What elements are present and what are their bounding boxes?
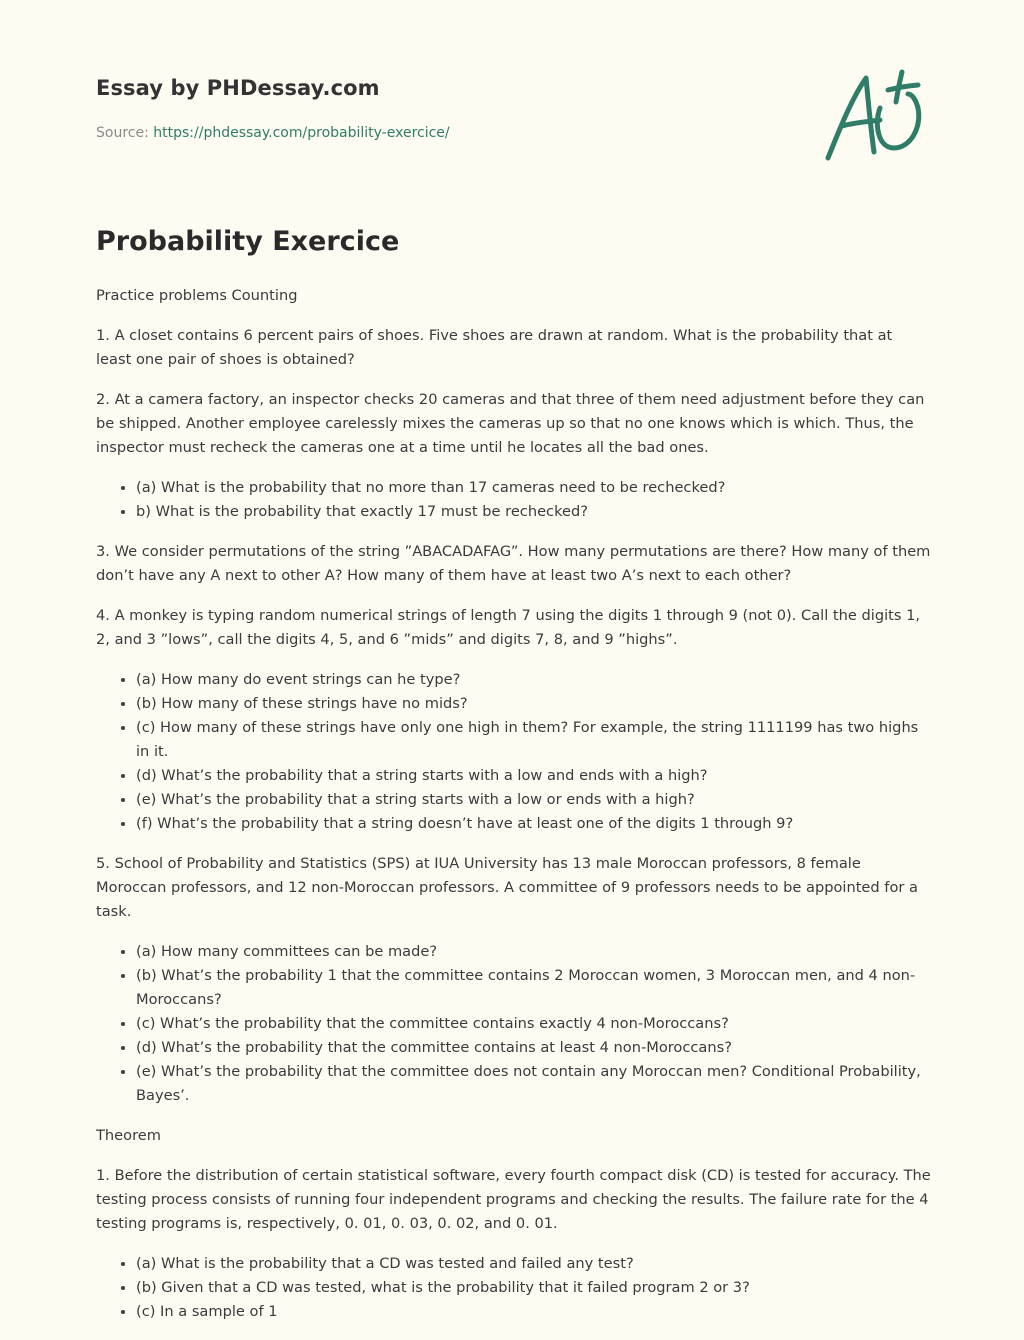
source-line (96, 125, 450, 141)
theorem-question-1: 1. Before the distribution of certain statistical software, every fourth compact disk (CD) is tested for accuracy. The testing process consists of running four independent programs and checking the results. The failure rate for the 4 testing programs is, respectively, 0. 01, 0. 03, 0. 02, and 0. 01. (96, 1167, 931, 1232)
source-link[interactable]: https://phdessay.com/probability-exercice/ (153, 125, 450, 141)
theorem-heading: Theorem (96, 1127, 161, 1144)
list-item: • (e) What’s the probability that the committee does not contain any Moroccan men? Conditional Probability, Bayes’. (136, 1060, 932, 1108)
question-5-list (96, 940, 932, 1108)
list-item: • (c) How many of these strings have only one high in them? For example, the string 1111199 has two highs in it. (136, 716, 932, 764)
list-item: • b) What is the probability that exactly 17 must be rechecked? (136, 500, 932, 524)
essay-intro: Practice problems Counting (96, 287, 298, 304)
list-item: • (b) What’s the probability 1 that the committee contains 2 Moroccan women, 3 Moroccan men, and 4 non-Moroccans? (136, 964, 932, 1012)
essay-title: Probability Exercice (96, 226, 400, 257)
question-1: 1. A closet contains 6 percent pairs of shoes. Five shoes are drawn at random. What is the probability that at least one pair of shoes is obtained? (96, 327, 893, 368)
list-item: • (a) How many do event strings can he type? (136, 668, 932, 692)
list-item: • (f) What’s the probability that a string doesn’t have at least one of the digits 1 through 9? (136, 812, 932, 836)
list-item: • (a) How many committees can be made? (136, 940, 932, 964)
a-plus-logo-icon (822, 68, 928, 164)
essay-body (96, 284, 932, 1340)
source-label: Source: (96, 125, 154, 141)
question-5: 5. School of Probability and Statistics (SPS) at IUA University has 13 male Moroccan professors, 8 female Moroccan professors, and 12 non-Moroccan professors. A committee of 9 professors needs to be appointed for a task. (96, 855, 918, 920)
list-item: • (a) What is the probability that no more than 17 cameras need to be rechecked? (136, 476, 932, 500)
question-4-list (96, 668, 932, 836)
list-item: • (c) In a sample of 1 (136, 1300, 932, 1324)
question-2: 2. At a camera factory, an inspector checks 20 cameras and that three of them need adjustment before they can be shipped. Another employee carelessly mixes the cameras up so that no one knows which is which. Thus, the inspector must recheck the cameras one at a time until he locates all the bad ones. (96, 391, 925, 456)
list-item: • (b) Given that a CD was tested, what is the probability that it failed program 2 or 3? (136, 1276, 932, 1300)
list-item: • (d) What’s the probability that a string starts with a low and ends with a high? (136, 764, 932, 788)
list-item: • (a) What is the probability that a CD was tested and failed any test? (136, 1252, 932, 1276)
question-4: 4. A monkey is typing random numerical strings of length 7 using the digits 1 through 9 (not 0). Call the digits 1, 2, and 3 ”lows”, call the digits 4, 5, and 6 ”mids” and digits 7, 8, and 9 ”highs”. (96, 607, 921, 648)
question-3: 3. We consider permutations of the string ”ABACADAFAG”. How many permutations are there? How many of them don’t have any A next to other A? How many of them have at least two A’s next to each other? (96, 543, 931, 584)
list-item: • (c) What’s the probability that the committee contains exactly 4 non-Moroccans? (136, 1012, 932, 1036)
theorem-question-1-list (96, 1252, 932, 1324)
list-item: • (b) How many of these strings have no mids? (136, 692, 932, 716)
list-item: • (e) What’s the probability that a string starts with a low or ends with a high? (136, 788, 932, 812)
list-item: • (d) What’s the probability that the committee contains at least 4 non-Moroccans? (136, 1036, 932, 1060)
site-title: Essay by PHDessay.com (96, 76, 380, 100)
question-2-list (96, 476, 932, 524)
